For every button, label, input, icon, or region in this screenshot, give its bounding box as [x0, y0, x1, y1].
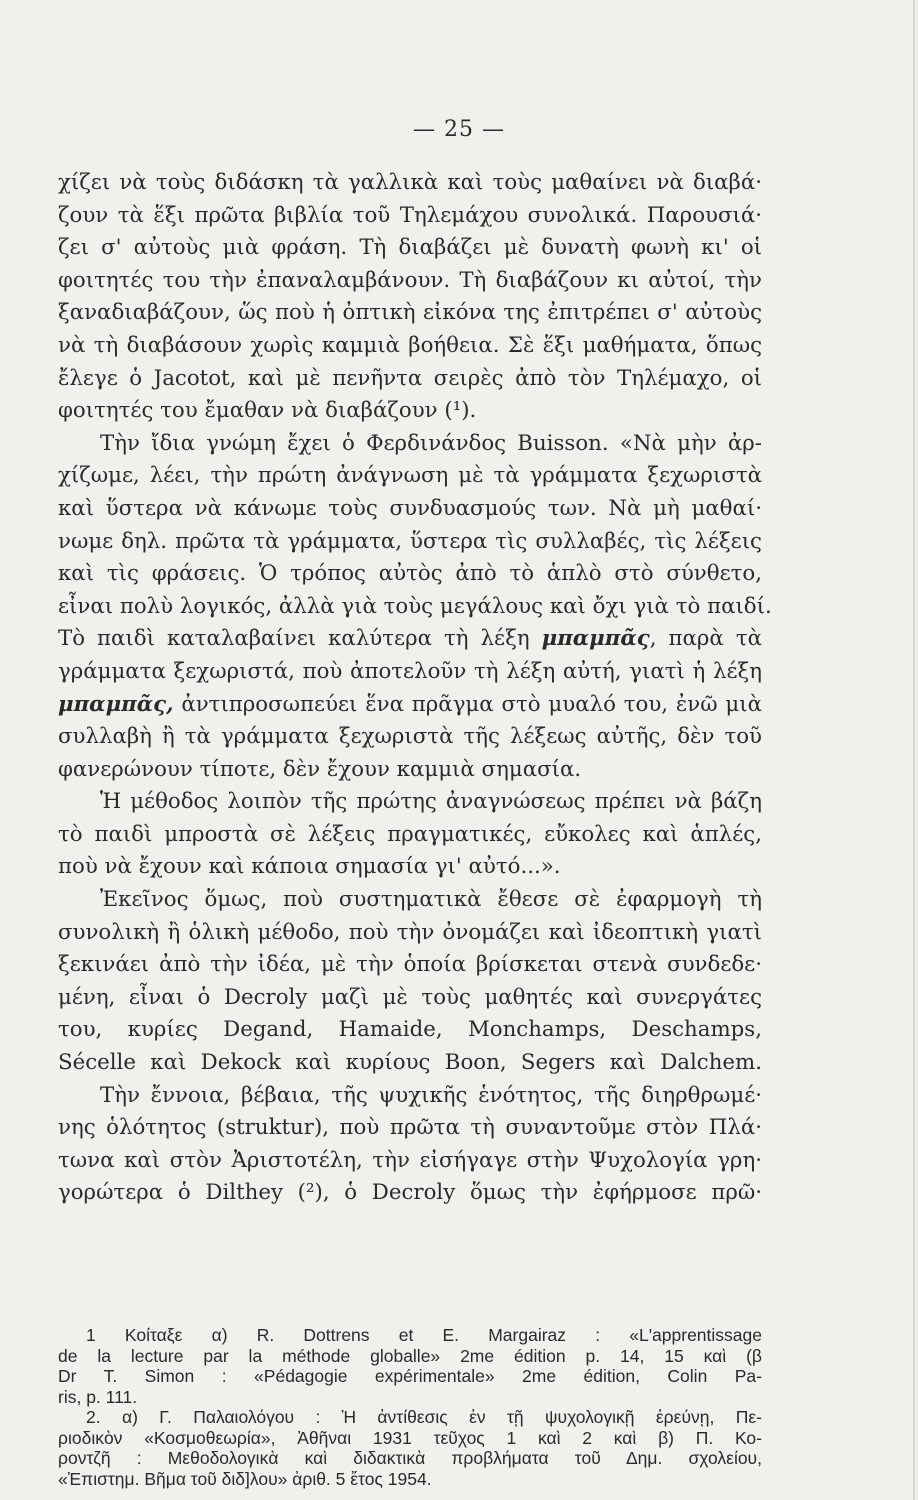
text-line: του, κυρίες Degand, Hamaide, Monchamps, Deschamps, [58, 1017, 762, 1043]
text-line: ζουν τὰ ἕξι πρῶτα βιβλία τοῦ Τηλεμάχου συνολικά. Παρουσιά· [58, 202, 762, 228]
text-line: χίζωμε, λέει, τὴν πρώτη ἀνάγνωση μὲ τὰ γράμματα ξεχωριστὰ [58, 463, 762, 489]
footnote-line: «Ἐπιστημ. Βῆμα τοῦ διδ]λου» ἀριθ. 5 ἔτος 1954. [58, 1468, 432, 1489]
text-line: τωνα καὶ στὸν Ἀριστοτέλη, τὴν εἰσήγαγε στὴν Ψυχολογία γρη· [58, 1147, 762, 1173]
page-number: — 25 — [413, 117, 505, 142]
text-line: γράμματα ξεχωριστά, ποὺ ἀποτελοῦν τὴ λέξη αὐτή, γιατὶ ἡ λέξη [58, 658, 762, 684]
text-line: φοιτητές του ἔμαθαν νὰ διαβάζουν (¹). [58, 398, 477, 424]
footnotes [58, 1325, 762, 1489]
text-line: ποὺ νὰ ἔχουν καὶ κάποια σημασία γι' αὐτό...». [58, 854, 561, 880]
text-line: τὸ παιδὶ μπροστὰ σὲ λέξεις πραγματικές, εὔκολες καὶ ἁπλές, [58, 821, 762, 847]
text-line: Τὴν ἴδια γνώμη ἔχει ὁ Φερδινάνδος Buisson. «Νὰ μὴν ἀρ- [100, 430, 762, 456]
footnote-line: de la lecture par la méthode globalle» 2me édition p. 14, 15 καὶ (β [58, 1345, 762, 1366]
text-line: νης ὁλότητος (struktur), ποὺ πρῶτα τὴ συναντοῦμε στὸν Πλά· [58, 1115, 762, 1141]
text-line: συνολικὴ ἢ ὁλικὴ μέθοδο, ποὺ τὴν ὀνομάζει καὶ ἰδεοπτικὴ γιατὶ [58, 919, 762, 945]
page-edge [913, 0, 915, 1500]
footnote-line: ροντζῆ : Μεθοδολογικὰ καὶ διδακτικὰ προβλήματα τοῦ Δημ. σχολείου, [58, 1448, 762, 1468]
text-line: ζει σ' αὐτοὺς μιὰ φράση. Τὴ διαβάζει μὲ δυνατὴ φωνὴ κι' οἱ [58, 235, 762, 261]
text-line: καὶ ὕστερα νὰ κάνωμε τοὺς συνδυασμούς των. Νὰ μὴ μαθαί· [58, 495, 762, 521]
text-line: Sécelle καὶ Dekock καὶ κυρίους Boon, Segers καὶ Dalchem. [58, 1050, 762, 1076]
footnote-line: Dr T. Simon : «Pédagogie expérimentale» 2me édition, Colin Pa- [58, 1366, 762, 1386]
text-line: γορώτερα ὁ Dilthey (²), ὁ Decroly ὅμως τὴν ἐφήρμοσε πρῶ· [58, 1180, 762, 1206]
text-line: μπαμπᾶς, ἀντιπροσωπεύει ἕνα πρᾶγμα στὸ μυαλό του, ἐνῶ μιὰ [58, 691, 762, 717]
body-text [58, 167, 772, 1210]
text-line: φανερώνουν τίποτε, δὲν ἔχουν καμμιὰ σημασία. [58, 756, 582, 782]
footnote-line: 1 Κοίταξε α) R. Dottrens et E. Margairaz : «L'apprentissage [86, 1325, 762, 1345]
footnote-line: ris, p. 111. [58, 1386, 138, 1407]
text-line: νὰ τὴ διαβάσουν χωρὶς καμμιὰ βοήθεια. Σὲ ἕξι μαθήματα, ὅπως [58, 332, 762, 358]
text-line: καὶ τὶς φράσεις. Ὁ τρόπος αὐτὸς ἀπὸ τὸ ἁπλὸ στὸ σύνθετο, [58, 561, 762, 587]
text-line: νωμε δηλ. πρῶτα τὰ γράμματα, ὕστερα τὶς συλλαβές, τὶς λέξεις [58, 528, 762, 554]
footnote-line: 2. α) Γ. Παλαιολόγου : Ἡ ἀντίθεσις ἐν τῇ ψυχολογικῇ ἐρεύνῃ, Πε- [86, 1407, 762, 1427]
text-line: ξαναδιαβάζουν, ὥς ποὺ ἡ ὀπτικὴ εἰκόνα της ἐπιτρέπει σ' αὐτοὺς [58, 300, 762, 326]
text-line: Τὸ παιδὶ καταλαβαίνει καλύτερα τὴ λέξη μπαμπᾶς, παρὰ τὰ [58, 626, 762, 652]
text-line: Ἡ μέθοδος λοιπὸν τῆς πρώτης ἀναγνώσεως πρέπει νὰ βάζη [100, 789, 762, 815]
text-line: μένη, εἶναι ὁ Decroly μαζὶ μὲ τοὺς μαθητές καὶ συνεργάτες [58, 984, 762, 1010]
text-line: χίζει νὰ τοὺς διδάσκη τὰ γαλλικὰ καὶ τοὺς μαθαίνει νὰ διαβά· [58, 170, 762, 195]
text-line: φοιτητές του τὴν ἐπαναλαμβάνουν. Τὴ διαβάζουν κι αὐτοί, τὴν [58, 267, 762, 293]
footnote-line: ριοδικὸν «Κοσμοθεωρία», Ἀθῆναι 1931 τεῦχος 1 καὶ 2 καὶ β) Π. Κο- [58, 1427, 762, 1448]
text-line: ξεκινάει ἀπὸ τὴν ἰδέα, μὲ τὴν ὁποία βρίσκεται στενὰ συνδεδε· [58, 952, 762, 978]
text-line: ἔλεγε ὁ Jacotot, καὶ μὲ πενῆντα σειρὲς ἀπὸ τὸν Τηλέμαχο, οἱ [58, 365, 762, 391]
text-line: συλλαβὴ ἢ τὰ γράμματα ξεχωριστὰ τῆς λέξεως αὐτῆς, δὲν τοῦ [58, 724, 762, 750]
text-line: εἶναι πολὺ λογικός, ἀλλὰ γιὰ τοὺς μεγάλους καὶ ὄχι γιὰ τὸ παιδί. [58, 593, 772, 619]
text-line: Τὴν ἔννοια, βέβαια, τῆς ψυχικῆς ἑνότητος, τῆς διηρθρωμέ· [100, 1082, 762, 1108]
text-line: Ἐκεῖνος ὅμως, ποὺ συστηματικὰ ἔθεσε σὲ ἐφαρμογὴ τὴ [100, 887, 762, 913]
